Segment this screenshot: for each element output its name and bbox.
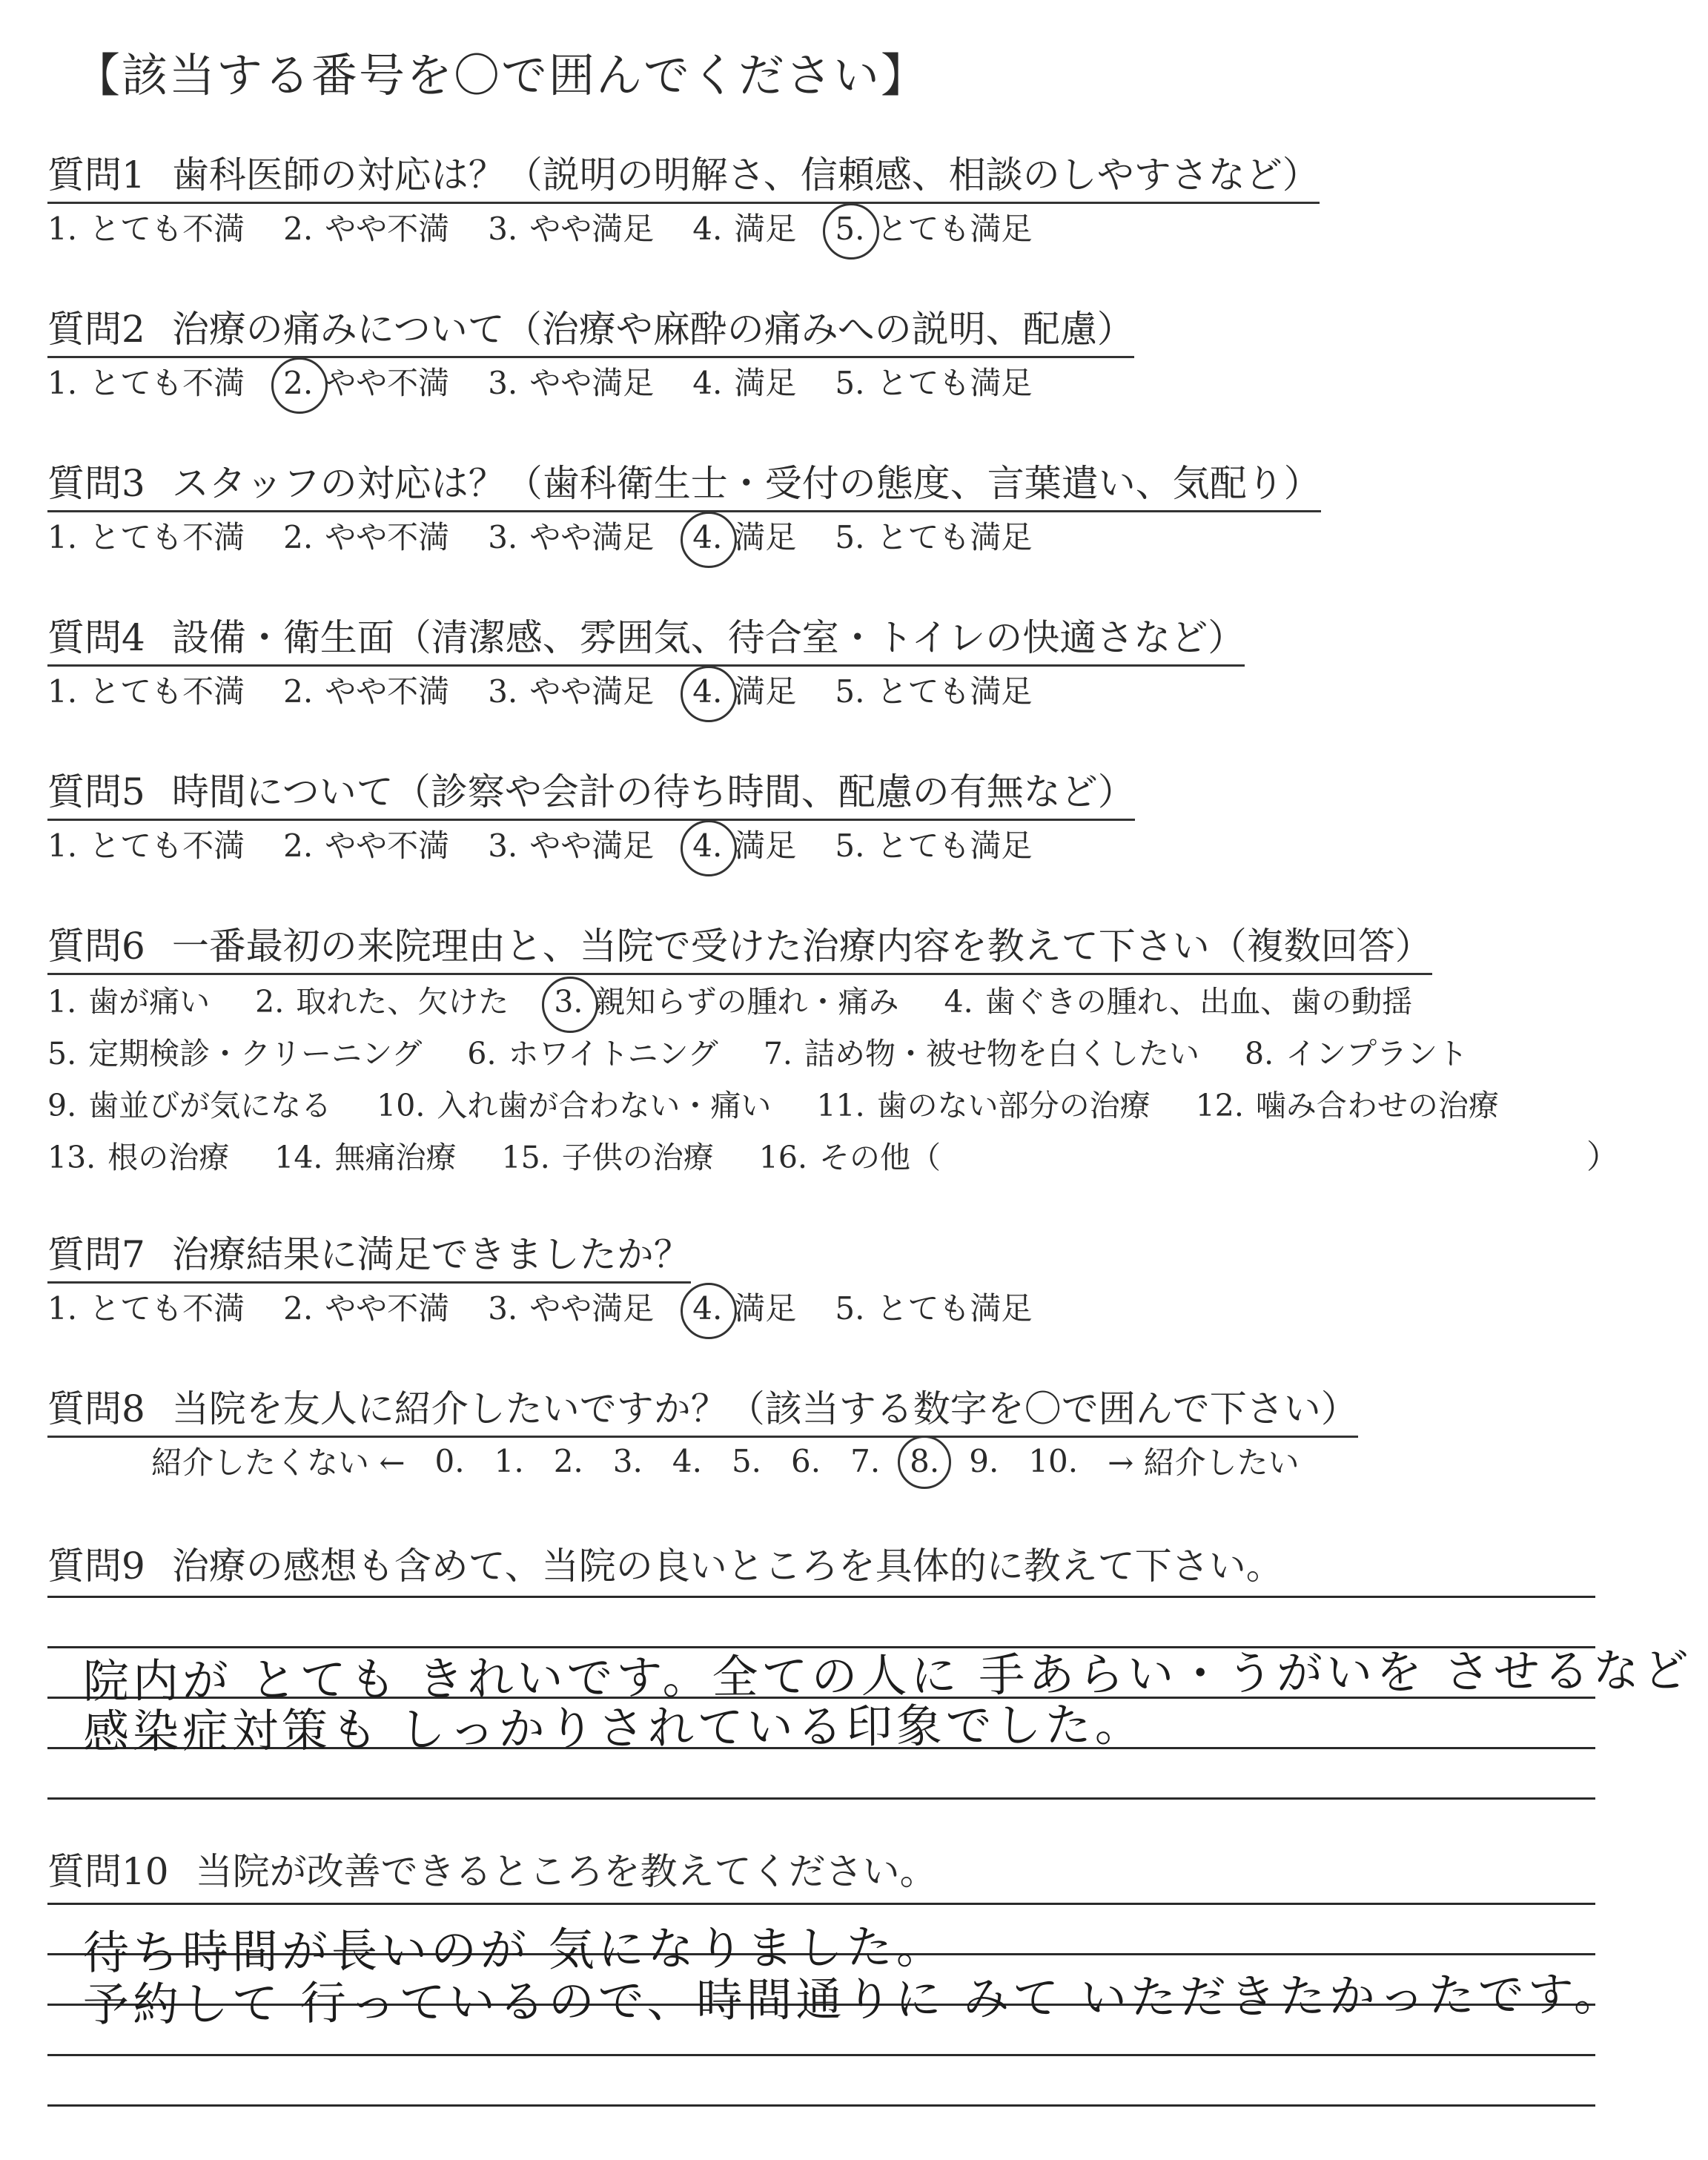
option-5[interactable]: 5. 定期検診・クリーニング <box>47 1036 423 1071</box>
option-3[interactable]: 3. やや満足 <box>488 1290 655 1327</box>
scale-0[interactable]: 0. <box>434 1442 465 1479</box>
option-4-circled[interactable]: 4. 満足 <box>692 828 797 864</box>
scale-1[interactable]: 1. <box>494 1442 524 1479</box>
question-number: 質問3 <box>47 462 145 505</box>
option-5-circled[interactable]: 5. とても満足 <box>835 211 1033 247</box>
scale-9[interactable]: 9. <box>969 1442 999 1479</box>
question-text: 当院を友人に紹介したいですか？（該当する数字を〇で囲んで下さい） <box>171 1387 1358 1430</box>
option-1[interactable]: 1. 歯が痛い <box>47 984 211 1020</box>
option-8[interactable]: 8. インプラント <box>1245 1036 1469 1071</box>
question-1-options <box>47 205 1032 249</box>
option-4[interactable]: 4. 歯ぐきの腫れ、出血、歯の動揺 <box>944 984 1413 1020</box>
answer-line <box>47 1903 1595 1905</box>
option-2[interactable]: 2. やや不満 <box>283 1290 450 1327</box>
option-4-circled[interactable]: 4. 満足 <box>692 519 797 555</box>
option-14[interactable]: 14. 無痛治療 <box>274 1140 457 1175</box>
option-15[interactable]: 15. 子供の治療 <box>501 1140 714 1175</box>
option-3-circled[interactable]: 3. 親知らずの腫れ・痛み <box>554 984 899 1020</box>
question-8-heading <box>47 1379 1358 1438</box>
question-text: 歯科医師の対応は？（説明の明解さ、信頼感、相談のしやすさなど） <box>171 153 1320 196</box>
option-2[interactable]: 2. 取れた、欠けた <box>255 984 509 1020</box>
option-3[interactable]: 3. やや満足 <box>488 365 655 401</box>
option-2[interactable]: 2. やや不満 <box>283 673 450 710</box>
recommend-scale <box>151 1439 1300 1483</box>
question-number: 質問2 <box>47 308 145 351</box>
scale-right-label: → 紹介したい <box>1108 1444 1300 1481</box>
option-5[interactable]: 5. とても満足 <box>835 1290 1033 1327</box>
handwritten-answer-line: 予約して 行っているので、時間通りに みて いただきたかったです。 <box>82 1966 1624 2032</box>
answer-line <box>47 1596 1595 1598</box>
question-text: スタッフの対応は？（歯科衛生士・受付の態度、言葉遣い、気配り） <box>171 462 1321 505</box>
handwritten-answer-line: 院内が とても きれいです。全ての人に 手あらい・うがいを させるなど <box>82 1642 1693 1708</box>
question-4-heading <box>47 608 1245 667</box>
question-2-options <box>47 359 1032 403</box>
answer-line <box>47 2104 1595 2107</box>
question-number: 質問6 <box>47 925 145 968</box>
option-4[interactable]: 4. 満足 <box>692 365 797 401</box>
option-1[interactable]: 1. とても不満 <box>47 365 245 401</box>
option-12[interactable]: 12. 噛み合わせの治療 <box>1195 1088 1499 1123</box>
question-6-row-1 <box>47 977 1448 1021</box>
option-3[interactable]: 3. やや満足 <box>488 519 655 555</box>
question-number: 質問4 <box>47 616 145 659</box>
option-1[interactable]: 1. とても不満 <box>47 1290 245 1327</box>
option-5[interactable]: 5. とても満足 <box>835 828 1033 864</box>
option-3[interactable]: 3. やや満足 <box>488 673 655 710</box>
scale-3[interactable]: 3. <box>612 1442 643 1479</box>
question-text: 治療結果に満足できましたか？ <box>171 1233 691 1276</box>
question-6-heading <box>47 916 1432 975</box>
option-4-circled[interactable]: 4. 満足 <box>692 1290 797 1327</box>
option-4[interactable]: 4. 満足 <box>692 211 797 247</box>
question-text: 時間について（診察や会計の待ち時間、配慮の有無など） <box>171 770 1135 813</box>
question-6-row-4 <box>47 1133 976 1177</box>
handwritten-answer-line: 待ち時間が長いのが 気になりました。 <box>82 1919 946 1980</box>
question-6-row-2 <box>47 1029 1503 1073</box>
question-10-heading <box>47 1842 937 1898</box>
page-title: 【該当する番号を〇で囲んでください】 <box>74 48 929 102</box>
handwritten-answer-line: 感染症対策も しっかりされている印象でした。 <box>82 1697 1145 1759</box>
option-16-other[interactable]: 16. その他（ <box>758 1140 941 1175</box>
question-text: 設備・衛生面（清潔感、雰囲気、待合室・トイレの快適さなど） <box>171 616 1245 659</box>
question-7-heading <box>47 1225 691 1284</box>
question-1-heading <box>47 145 1320 204</box>
scale-8-circled[interactable]: 8. <box>910 1442 940 1479</box>
option-4-circled[interactable]: 4. 満足 <box>692 673 797 710</box>
question-5-heading <box>47 762 1135 821</box>
option-7[interactable]: 7. 詰め物・被せ物を白くしたい <box>763 1036 1199 1071</box>
option-2[interactable]: 2. やや不満 <box>283 828 450 864</box>
scale-2[interactable]: 2. <box>553 1442 583 1479</box>
question-number: 質問5 <box>47 770 145 813</box>
question-text: 治療の感想も含めて、当院の良いところを具体的に教えて下さい。 <box>171 1545 1283 1588</box>
option-1[interactable]: 1. とても不満 <box>47 828 245 864</box>
question-6-row-3 <box>47 1081 1535 1125</box>
option-9[interactable]: 9. 歯並びが気になる <box>47 1088 332 1123</box>
question-number: 質問1 <box>47 153 145 196</box>
question-9-heading <box>47 1536 1283 1593</box>
question-number: 質問8 <box>47 1387 145 1430</box>
question-2-heading <box>47 300 1134 358</box>
scale-7[interactable]: 7. <box>850 1442 881 1479</box>
scale-6[interactable]: 6. <box>791 1442 821 1479</box>
option-10[interactable]: 10. 入れ歯が合わない・痛い <box>377 1088 772 1123</box>
option-1[interactable]: 1. とても不満 <box>47 673 245 710</box>
answer-line <box>47 2054 1595 2056</box>
option-5[interactable]: 5. とても満足 <box>835 519 1033 555</box>
option-6[interactable]: 6. ホワイトニング <box>467 1036 718 1071</box>
answer-line <box>47 1797 1595 1800</box>
scale-10[interactable]: 10. <box>1028 1442 1079 1479</box>
option-2[interactable]: 2. やや不満 <box>283 519 450 555</box>
option-2-circled[interactable]: 2. やや不満 <box>283 365 450 401</box>
option-1[interactable]: 1. とても不満 <box>47 519 245 555</box>
question-3-heading <box>47 454 1321 512</box>
question-number: 質問7 <box>47 1233 145 1276</box>
scale-5[interactable]: 5. <box>731 1442 762 1479</box>
option-5[interactable]: 5. とても満足 <box>835 365 1033 401</box>
question-4-options <box>47 667 1032 712</box>
option-13[interactable]: 13. 根の治療 <box>47 1140 230 1175</box>
scale-4[interactable]: 4. <box>672 1442 702 1479</box>
option-3[interactable]: 3. やや満足 <box>488 211 655 247</box>
question-5-options <box>47 822 1032 866</box>
question-number: 質問9 <box>47 1545 145 1588</box>
question-7-options <box>47 1284 1032 1329</box>
option-5[interactable]: 5. とても満足 <box>835 673 1033 710</box>
question-text: 当院が改善できるところを教えてください。 <box>195 1850 937 1893</box>
question-3-options <box>47 513 1032 558</box>
option-1[interactable]: 1. とても不満 <box>47 211 245 247</box>
question-text: 一番最初の来院理由と、当院で受けた治療内容を教えて下さい（複数回答） <box>171 925 1432 968</box>
option-2[interactable]: 2. やや不満 <box>283 211 450 247</box>
option-3[interactable]: 3. やや満足 <box>488 828 655 864</box>
scale-left-label: 紹介したくない ← <box>151 1444 406 1481</box>
other-close-paren: ） <box>1586 1138 1619 1176</box>
question-number: 質問10 <box>47 1850 169 1893</box>
question-text: 治療の痛みについて（治療や麻酔の痛みへの説明、配慮） <box>171 308 1134 351</box>
option-11[interactable]: 11. 歯のない部分の治療 <box>816 1088 1151 1123</box>
